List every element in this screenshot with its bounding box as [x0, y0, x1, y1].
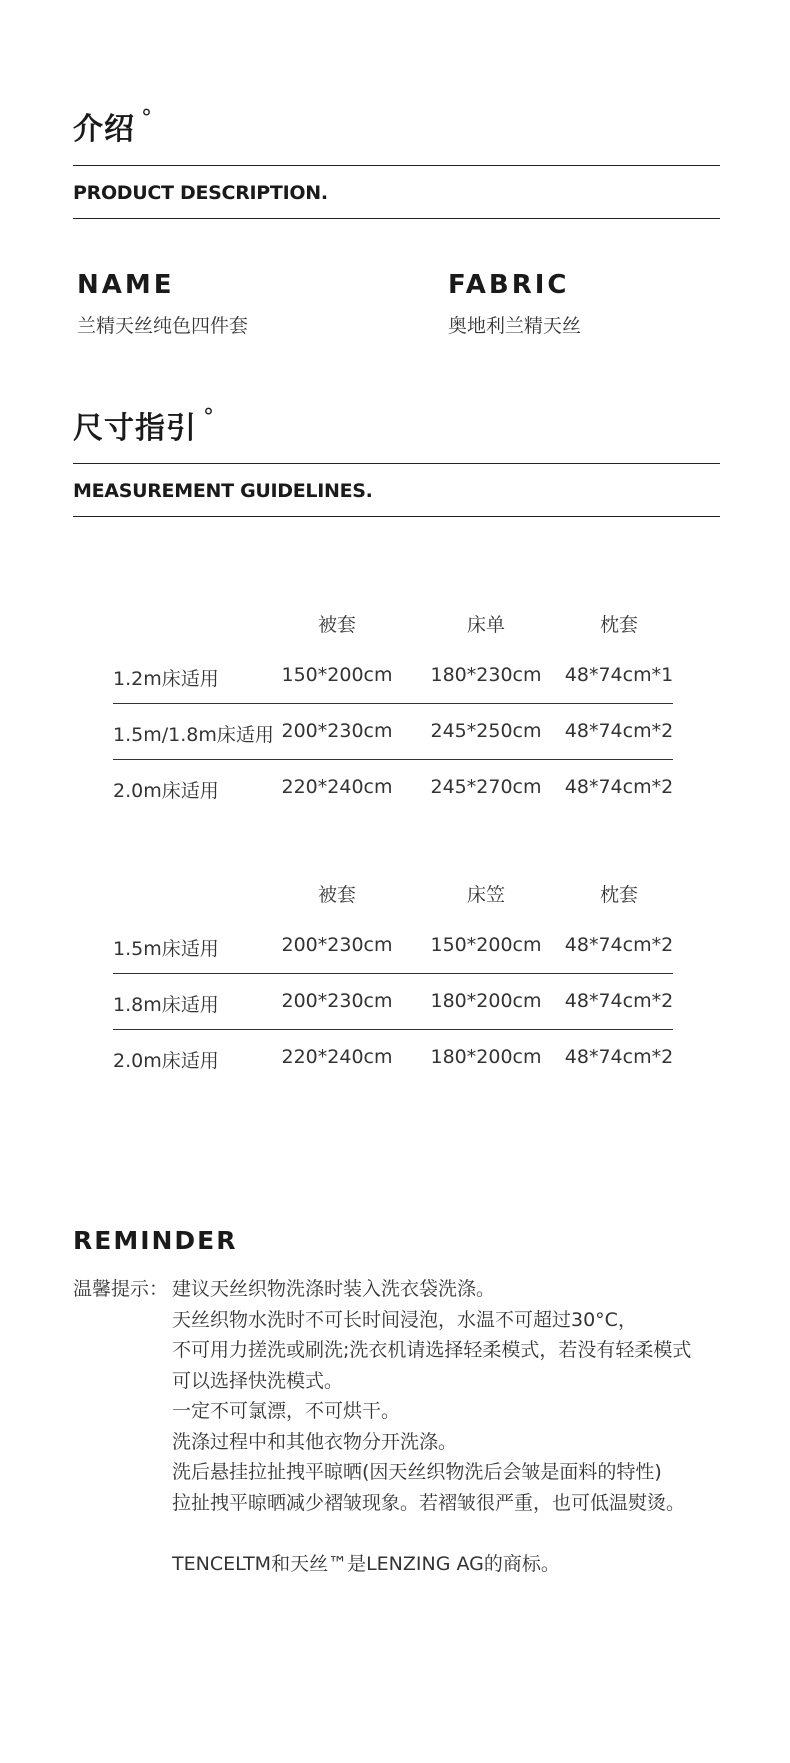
measure-title: 尺寸指引 ° [73, 405, 215, 446]
reminder-line: 可以选择快洗模式。 [172, 1369, 344, 1392]
table-cell: 200*230cm [281, 720, 393, 742]
table-cell: 48*74cm*1 [564, 664, 674, 686]
reminder-line: 拉扯拽平晾晒减少褶皱现象。若褶皱很严重，也可低温熨烫。 [172, 1491, 686, 1514]
table-cell: 48*74cm*2 [564, 720, 674, 742]
intro-subtitle: PRODUCT DESCRIPTION. [73, 182, 328, 204]
table-cell: 1.2m床适用 [113, 668, 219, 690]
table-row [113, 980, 673, 1036]
reminder-text [172, 1274, 732, 1579]
table-row [113, 924, 673, 980]
table-cell: 2.0m床适用 [113, 780, 219, 802]
table-header: 床单 [466, 614, 505, 636]
reminder-line [172, 1518, 732, 1549]
intro-top-rule [73, 165, 720, 166]
table-cell: 150*200cm [281, 664, 393, 686]
row-divider [113, 1029, 673, 1030]
table-header: 被套 [317, 614, 356, 636]
row-divider [113, 759, 673, 760]
table-cell: 48*74cm*2 [564, 776, 674, 798]
reminder-line: 一定不可氯漂，不可烘干。 [172, 1400, 401, 1422]
row-divider [113, 703, 673, 704]
fabric-label: FABRIC [448, 270, 570, 300]
measure-top-rule [73, 463, 720, 464]
reminder-line: 建议天丝织物洗涤时装入洗衣袋洗涤。 [172, 1278, 496, 1300]
reminder-title: REMINDER [73, 1226, 238, 1255]
trademark-note: TENCELTM和天丝™是LENZING AG的商标。 [172, 1552, 560, 1575]
measure-subtitle: MEASUREMENT GUIDELINES. [73, 480, 373, 502]
intro-bottom-rule [73, 218, 720, 219]
name-value: 兰精天丝纯色四件套 [77, 315, 249, 337]
reminder-line: 天丝织物水洗时不可长时间浸泡，水温不可超过30°C， [172, 1308, 637, 1331]
table-cell: 180*200cm [430, 990, 542, 1012]
fabric-value: 奥地利兰精天丝 [448, 315, 582, 337]
table-row [113, 1036, 673, 1092]
table-cell: 150*200cm [430, 934, 542, 956]
table-header: 被套 [317, 884, 356, 906]
table-cell: 2.0m床适用 [113, 1050, 219, 1072]
row-divider [113, 973, 673, 974]
table-cell: 180*230cm [430, 664, 542, 686]
reminder-line: 洗涤过程中和其他衣物分开洗涤。 [172, 1430, 458, 1453]
table-cell: 220*240cm [281, 1046, 393, 1068]
table-header: 枕套 [599, 884, 638, 906]
table-row [113, 654, 673, 710]
reminder-line: 洗后悬挂拉扯拽平晾晒(因天丝织物洗后会皱是面料的特性) [172, 1461, 662, 1483]
table-cell: 220*240cm [281, 776, 393, 798]
reminder-label: 温馨提示： [73, 1278, 169, 1300]
table-cell: 245*270cm [430, 776, 542, 798]
table-row [113, 710, 673, 766]
table-cell: 1.8m床适用 [113, 994, 219, 1016]
table-cell: 200*230cm [281, 990, 393, 1012]
table-header: 枕套 [599, 614, 638, 636]
measure-bottom-rule [73, 516, 720, 517]
table-row [113, 766, 673, 822]
table-cell: 1.5m床适用 [113, 938, 219, 960]
table-cell: 180*200cm [430, 1046, 542, 1068]
table-header: 床笠 [466, 884, 505, 906]
table-cell: 48*74cm*2 [564, 1046, 674, 1068]
table-cell: 245*250cm [430, 720, 542, 742]
table-cell: 200*230cm [281, 934, 393, 956]
name-label: NAME [77, 270, 175, 300]
table-cell: 1.5m/1.8m床适用 [113, 724, 274, 746]
intro-title: 介绍 ° [73, 106, 153, 147]
table-cell: 48*74cm*2 [564, 934, 674, 956]
table-cell: 48*74cm*2 [564, 990, 674, 1012]
reminder-line: 不可用力搓洗或刷洗;洗衣机请选择轻柔模式，若没有轻柔模式 [172, 1339, 692, 1361]
